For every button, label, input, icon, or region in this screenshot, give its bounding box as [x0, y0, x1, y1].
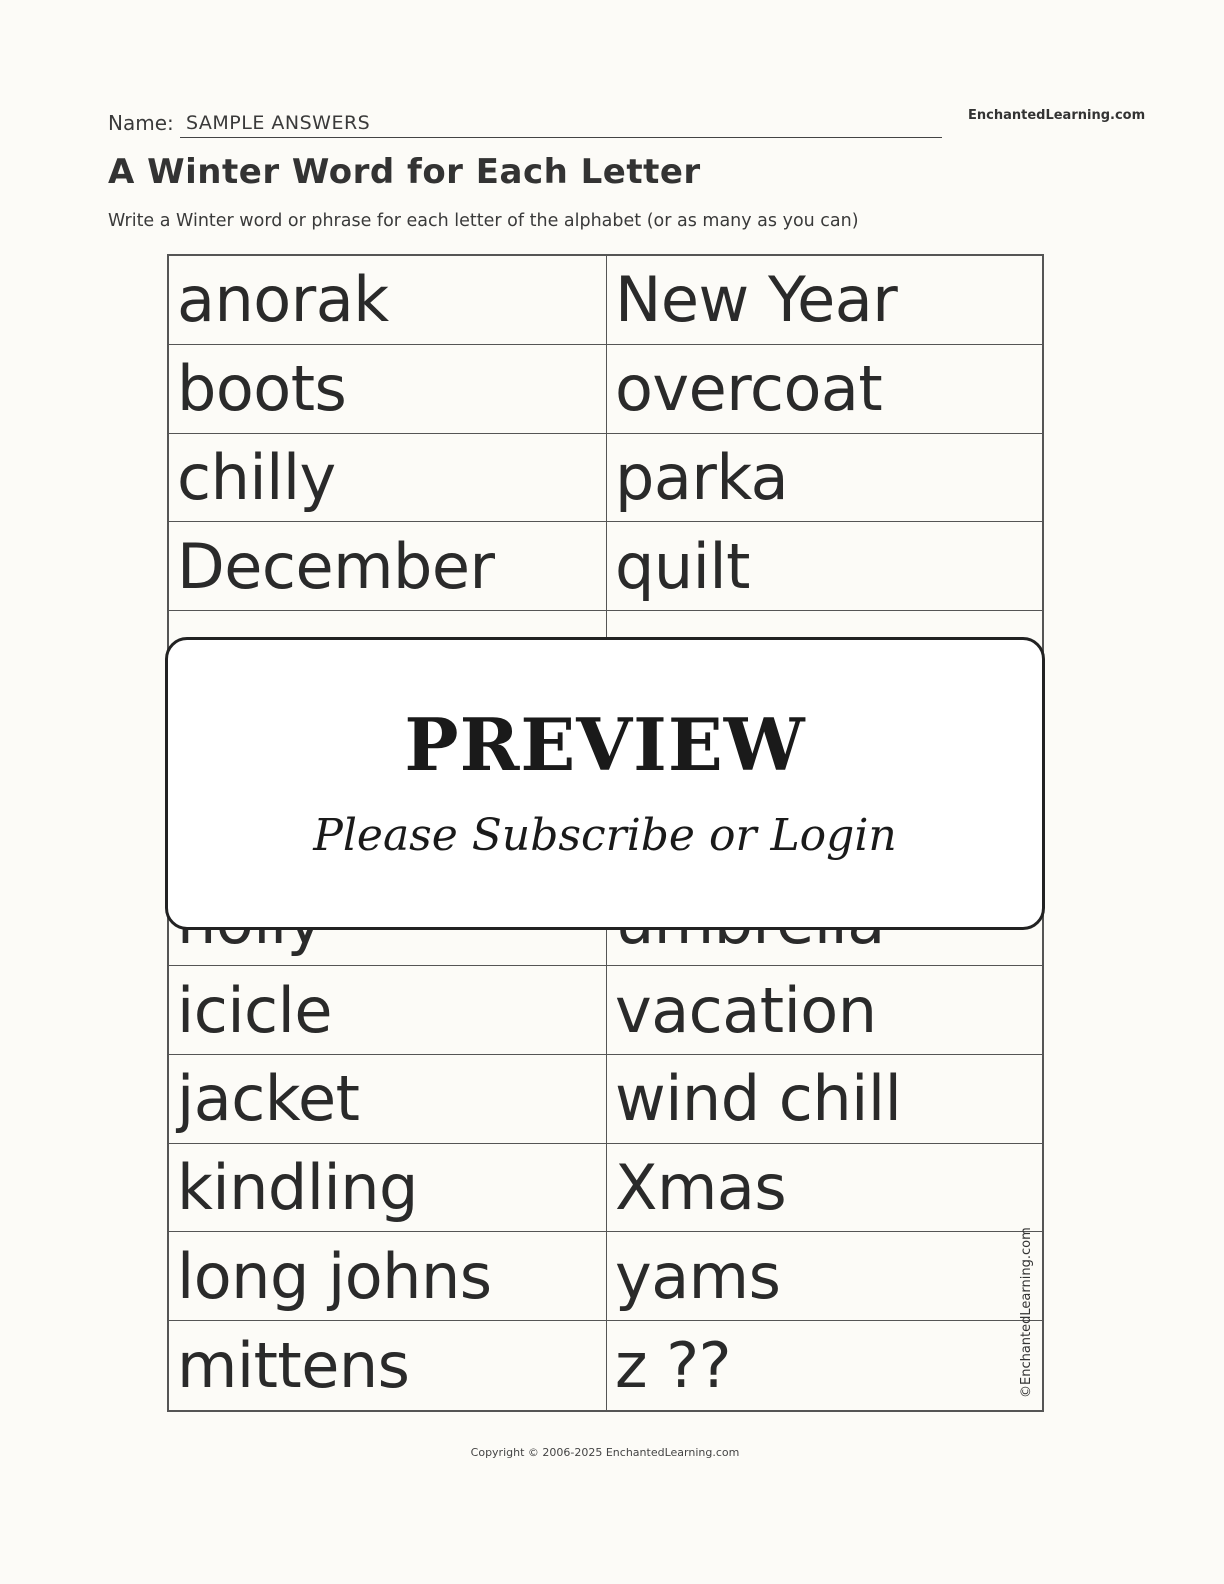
copyright-footer: Copyright © 2006-2025 EnchantedLearning.com: [470, 1446, 740, 1459]
answer-cell-w: wind chill: [607, 1055, 1042, 1144]
answer-cell-n: New Year: [607, 256, 1042, 345]
worksheet-instructions: Write a Winter word or phrase for each letter of the alphabet (or as many as you can): [108, 211, 859, 231]
answer-cell-p: parka: [607, 434, 1042, 523]
site-logo-text[interactable]: EnchantedLearning.com: [968, 108, 1146, 123]
vertical-copyright-mark: ©EnchantedLearning.com: [1019, 1227, 1034, 1398]
answer-cell-d: December: [169, 522, 607, 611]
answer-cell-q: quilt: [607, 522, 1042, 611]
answer-cell-o: overcoat: [607, 345, 1042, 434]
answer-cell-x: Xmas: [607, 1144, 1042, 1233]
answer-cell-l: long johns: [169, 1232, 607, 1321]
answer-cell-m: mittens: [169, 1321, 607, 1410]
answer-cell-j: jacket: [169, 1055, 607, 1144]
answer-cell-i: icicle: [169, 966, 607, 1055]
answer-cell-b: boots: [169, 345, 607, 434]
answer-cell-a: anorak: [169, 256, 607, 345]
answer-cell-k: kindling: [169, 1144, 607, 1233]
name-field[interactable]: SAMPLE ANSWERS: [180, 112, 942, 138]
subscribe-login-link[interactable]: Please Subscribe or Login: [313, 810, 897, 861]
name-label: Name:: [108, 111, 174, 135]
preview-title: PREVIEW: [404, 702, 806, 787]
answer-cell-y: yams: [607, 1232, 1042, 1321]
worksheet-title: A Winter Word for Each Letter: [108, 152, 701, 192]
answer-cell-v: vacation: [607, 966, 1042, 1055]
answer-cell-z: z ??: [615, 1329, 732, 1403]
preview-overlay[interactable]: [165, 637, 1045, 930]
answer-cell-c: chilly: [169, 434, 607, 523]
